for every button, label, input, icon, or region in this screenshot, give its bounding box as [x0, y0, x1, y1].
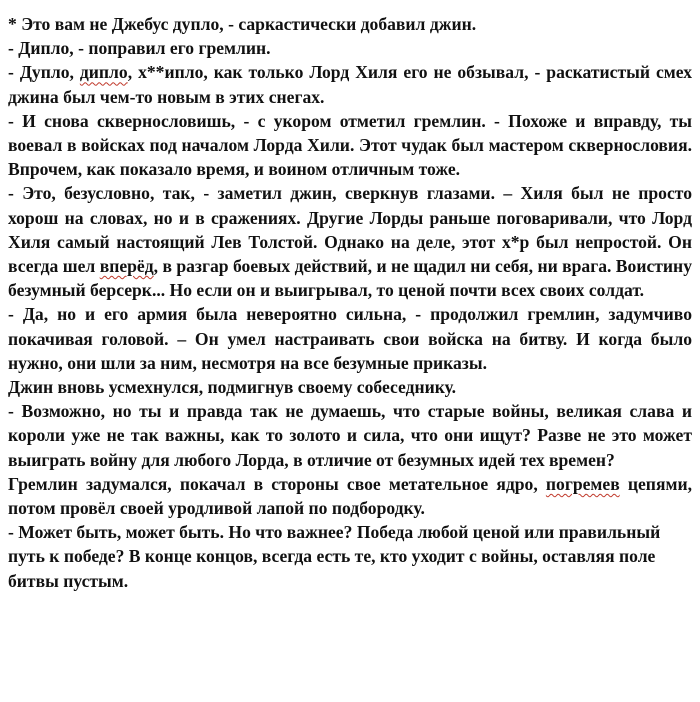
- spellcheck-underline: вперёд: [99, 256, 154, 277]
- paragraph-3: - Дупло, дипло, х**ипло, как только Лорд Хиля его не обзывал, - раскатистый смех джина был чем-то новым в этих снегах.: [8, 62, 692, 107]
- paragraph-10: - Может быть, может быть. Но что важнее? Победа любой ценой или правильный путь к победе? В конце концов, всегда есть те, кто уходит с войны, оставляя поле битвы пустым.: [8, 522, 661, 591]
- spellcheck-underline: погремев: [545, 473, 620, 494]
- paragraph-7: Джин вновь усмехнулся, подмигнув своему собеседнику.: [8, 377, 457, 398]
- paragraph-9: Гремлин задумался, покачал в стороны свое метательное ядро, погремев цепями, потом провёл своей уродливой лапой по подбородку.: [8, 473, 692, 519]
- paragraph-5: - Это, безусловно, так, - заметил джин, сверкнув глазами. – Хиля был не просто хорош на словах, но и в сражениях. Другие Лорды раньше поговаривали, что Лорд Хиля самый настоящий Лев Толстой. Однако на деле, этот х*р был непростой. Он всегда шел вперёд, в разгар боевых действий, и не щадил ни себя, ни врага. Воистину безумный берсерк... Но если он и выигрывал, то ценой почти всех своих солдат.: [8, 183, 692, 301]
- paragraph-6: - Да, но и его армия была невероятно сильна, - продолжил гремлин, задумчиво покачивая головой. – Он умел настраивать свои войска на битву. И когда было нужно, они шли за ним, несмотря на все безумные приказы.: [8, 304, 692, 373]
- spellcheck-underline: дипло: [79, 62, 128, 83]
- paragraph-8: - Возможно, но ты и правда так не думаешь, что старые войны, великая слава и короли уже не так важны, как то золото и сила, что они ищут? Разве не это может выиграть войну для любого Лорда, в отличие от безумных идей тех времен?: [8, 401, 692, 470]
- paragraph-1: * Это вам не Джебус дупло, - саркастически добавил джин.: [8, 14, 477, 34]
- paragraph-4: - И снова сквернословишь, - с укором отметил гремлин. - Похоже и вправду, ты воевал в войсках под началом Лорда Хили. Этот чудак был мастером сквернословия. Впрочем, как показало время, и воином отличным тоже.: [8, 110, 692, 180]
- paragraph-2: - Дипло, - поправил его гремлин.: [8, 38, 271, 59]
